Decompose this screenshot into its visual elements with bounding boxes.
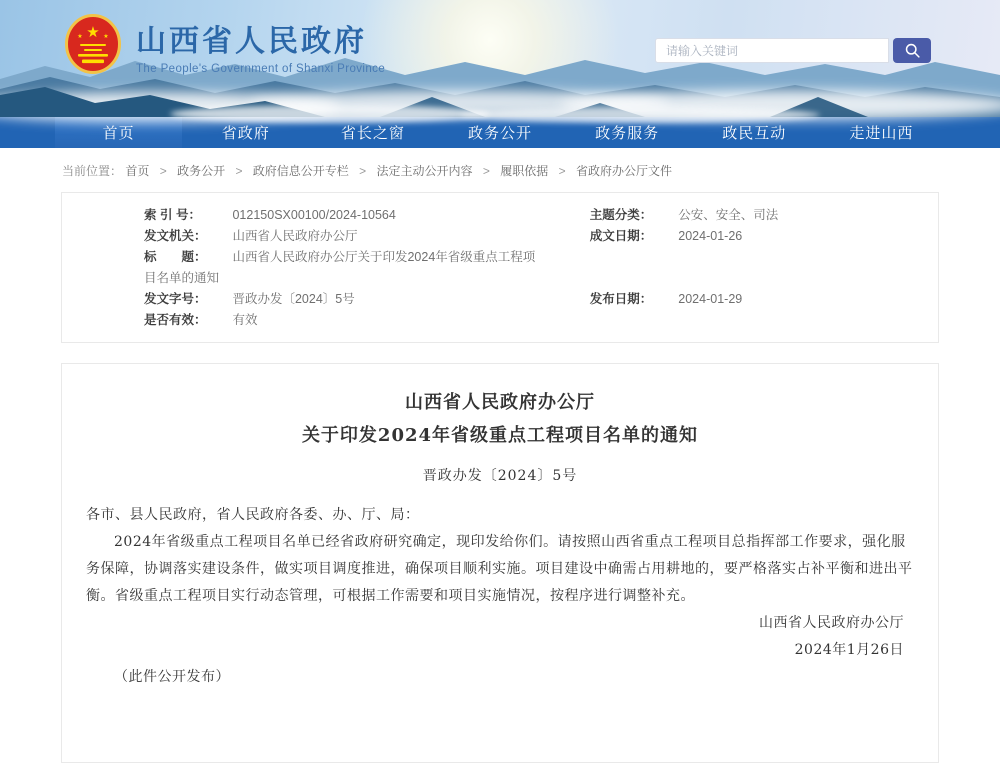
site-subtitle: The People's Government of Shanxi Province [136, 63, 386, 75]
breadcrumb-separator: > [482, 164, 490, 178]
meta-value-publish-date: 2024-01-29 [678, 292, 743, 306]
meta-label-index-number: 索 引 号： [144, 208, 201, 222]
breadcrumb-separator: > [558, 164, 566, 178]
search-icon [904, 42, 921, 59]
nav-item-governor-window[interactable]: 省长之窗 [340, 125, 405, 142]
breadcrumb [60, 148, 940, 190]
document-content-panel [61, 363, 939, 763]
search-input[interactable] [655, 38, 889, 63]
meta-value-topic-category: 公安、安全、司法 [678, 208, 779, 222]
meta-label-document-number: 发文字号： [144, 292, 207, 306]
document-title-line1: 山西省人民政府办公厅 [405, 392, 595, 413]
nav-item-interaction[interactable]: 政民互动 [722, 125, 787, 142]
site-header [0, 0, 1000, 117]
meta-row [62, 247, 938, 289]
nav-item-gov-services[interactable]: 政务服务 [595, 125, 660, 142]
breadcrumb-item-statutory-content[interactable]: 法定主动公开内容 [376, 164, 473, 178]
nav-item-gov-disclosure[interactable]: 政务公开 [467, 125, 532, 142]
breadcrumb-separator: > [235, 164, 243, 178]
search-button[interactable] [893, 38, 931, 63]
breadcrumb-item-duty-basis[interactable]: 履职依据 [500, 164, 549, 178]
signature-date: 2024年1月26日 [794, 642, 904, 658]
meta-value-written-date: 2024-01-26 [678, 229, 743, 243]
document-number: 晋政办发〔2024〕5号 [422, 468, 578, 484]
svg-text:★: ★ [86, 24, 100, 41]
meta-row [62, 226, 938, 247]
meta-label-written-date: 成文日期： [589, 229, 653, 243]
meta-value-index-number: 012150SX00100/2024-10564 [232, 208, 396, 222]
document-paragraph: 2024年省级重点工程项目名单已经省政府研究确定，现印发给你们。请按照山西省重点工程项目总指挥部工作要求，强化服务保障，协调落实建设条件，做实项目调度推进，确保项目顺利实施。项目建设中确需占用耕地的，要严格落实占补平衡和进出平衡。省级重点工程项目实行动态管理，可根据工作需要和项目实施情况，按程序进行调整补充。 [86, 534, 913, 604]
meta-value-validity: 有效 [232, 313, 258, 327]
nav-item-home[interactable]: 首页 [55, 117, 182, 148]
national-emblem-icon [64, 13, 122, 75]
meta-label-issuing-agency: 发文机关： [144, 229, 207, 243]
site-logo-link[interactable] [64, 13, 385, 75]
meta-value-document-number: 晋政办发〔2024〕5号 [232, 292, 355, 306]
meta-label-validity: 是否有效： [144, 313, 207, 327]
meta-label-publish-date: 发布日期： [589, 292, 653, 306]
svg-text:★: ★ [77, 34, 83, 40]
search-bar [655, 38, 931, 63]
breadcrumb-label: 当前位置： [62, 164, 123, 178]
breadcrumb-item-info-column[interactable]: 政府信息公开专栏 [252, 164, 349, 178]
meta-label-topic-category: 主题分类： [589, 208, 653, 222]
breadcrumb-item-disclosure[interactable]: 政务公开 [177, 164, 226, 178]
meta-value-title: 山西省人民政府办公厅关于印发2024年省级重点工程项目名单的通知 [144, 250, 536, 285]
svg-text:★: ★ [103, 34, 109, 40]
public-release-note: （此件公开发布） [114, 669, 230, 685]
document-metadata-panel [61, 192, 939, 343]
site-title-block [136, 13, 385, 75]
meta-row [62, 289, 938, 310]
signature-organization: 山西省人民政府办公厅 [759, 615, 904, 631]
breadcrumb-item-home[interactable]: 首页 [125, 164, 150, 178]
document-salutation: 各市、县人民政府，省人民政府各委、办、厅、局： [86, 507, 420, 523]
meta-row [62, 205, 938, 226]
document-title-line2: 关于印发2024年省级重点工程项目名单的通知 [301, 425, 699, 446]
breadcrumb-separator: > [159, 164, 167, 178]
breadcrumb-item-office-documents[interactable]: 省政府办公厅文件 [575, 164, 672, 178]
meta-value-issuing-agency: 山西省人民政府办公厅 [232, 229, 358, 243]
meta-label-title: 标 题： [144, 250, 207, 264]
meta-row [62, 310, 938, 331]
site-title: 山西省人民政府 [136, 25, 367, 58]
nav-item-provincial-government[interactable]: 省政府 [221, 125, 270, 142]
breadcrumb-separator: > [359, 164, 367, 178]
nav-item-into-shanxi[interactable]: 走进山西 [849, 125, 914, 142]
